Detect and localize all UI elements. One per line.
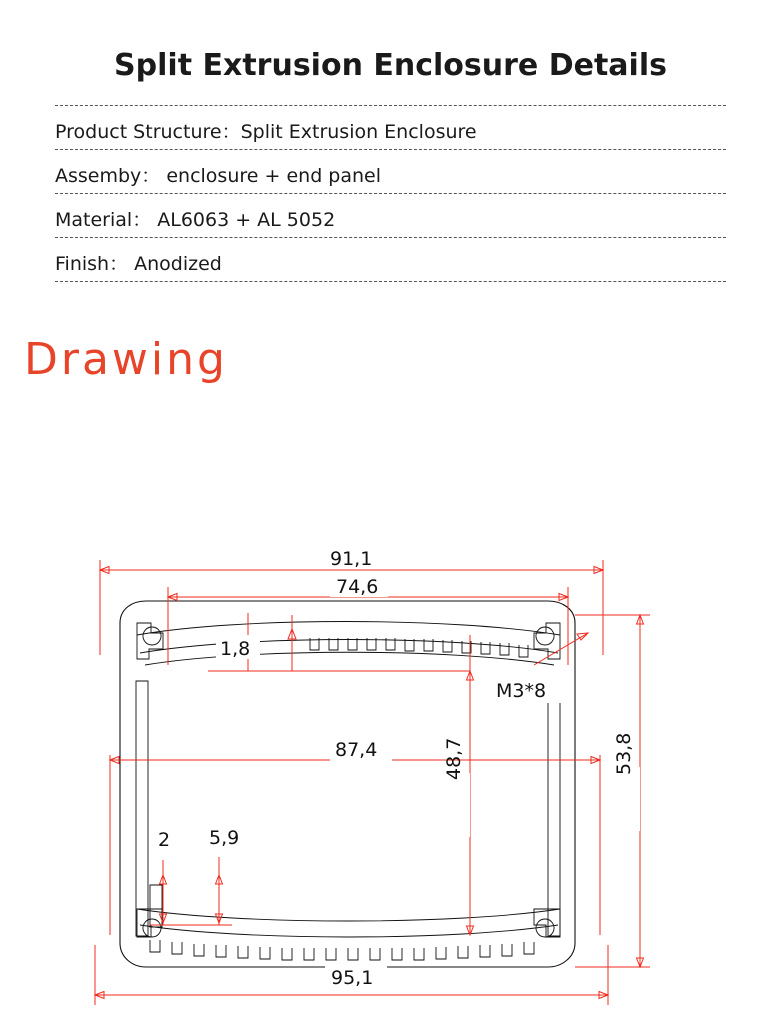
spec-row-material: [55, 194, 726, 238]
dimension-labels: [155, 545, 640, 989]
dim-label-wall-thickness: 1,8: [220, 638, 251, 660]
dim-label-overall-top-width: 91,1: [330, 548, 373, 570]
spec-list: [55, 105, 726, 282]
spec-row-structure: [55, 106, 726, 150]
enclosure-outline: [120, 601, 575, 967]
spec-row-assembly: [55, 150, 726, 194]
dim-label-inner-width: 87,4: [335, 739, 378, 761]
spec-material-text: [55, 205, 341, 232]
spec-material-label: Material：: [55, 209, 152, 231]
spec-finish-text: [55, 249, 228, 276]
spec-structure-value: Split Extrusion Enclosure: [240, 121, 477, 143]
spec-assembly-value: enclosure + end panel: [160, 165, 382, 187]
dim-label-screw-callout: M3*8: [496, 680, 547, 702]
dim-label-rib-offset: 5,9: [209, 827, 240, 849]
dim-label-rib-thickness: 2: [158, 829, 171, 851]
dim-label-overall-bottom-width: 95,1: [331, 967, 374, 989]
technical-drawing: [0, 505, 781, 1024]
spec-finish-value: Anodized: [128, 253, 222, 275]
spec-material-value: AL6063 + AL 5052: [151, 209, 336, 231]
drawing-heading: Drawing: [24, 334, 228, 385]
page-title: Split Extrusion Enclosure Details: [114, 48, 667, 83]
dim-label-overall-height: 53,8: [613, 732, 635, 775]
spec-finish-label: Finish：: [55, 253, 129, 275]
spec-assembly-text: [55, 161, 387, 188]
dim-label-inner-height: 48,7: [443, 737, 465, 780]
spec-row-finish: [55, 238, 726, 282]
enclosure-cross-section-svg: [0, 505, 781, 1024]
spec-structure-label: Product Structure：: [55, 121, 241, 143]
spec-structure-text: [55, 117, 483, 144]
dim-label-inner-top-width: 74,6: [336, 576, 379, 598]
spec-divider-4: [55, 281, 726, 282]
spec-assembly-label: Assemby：: [55, 165, 161, 187]
